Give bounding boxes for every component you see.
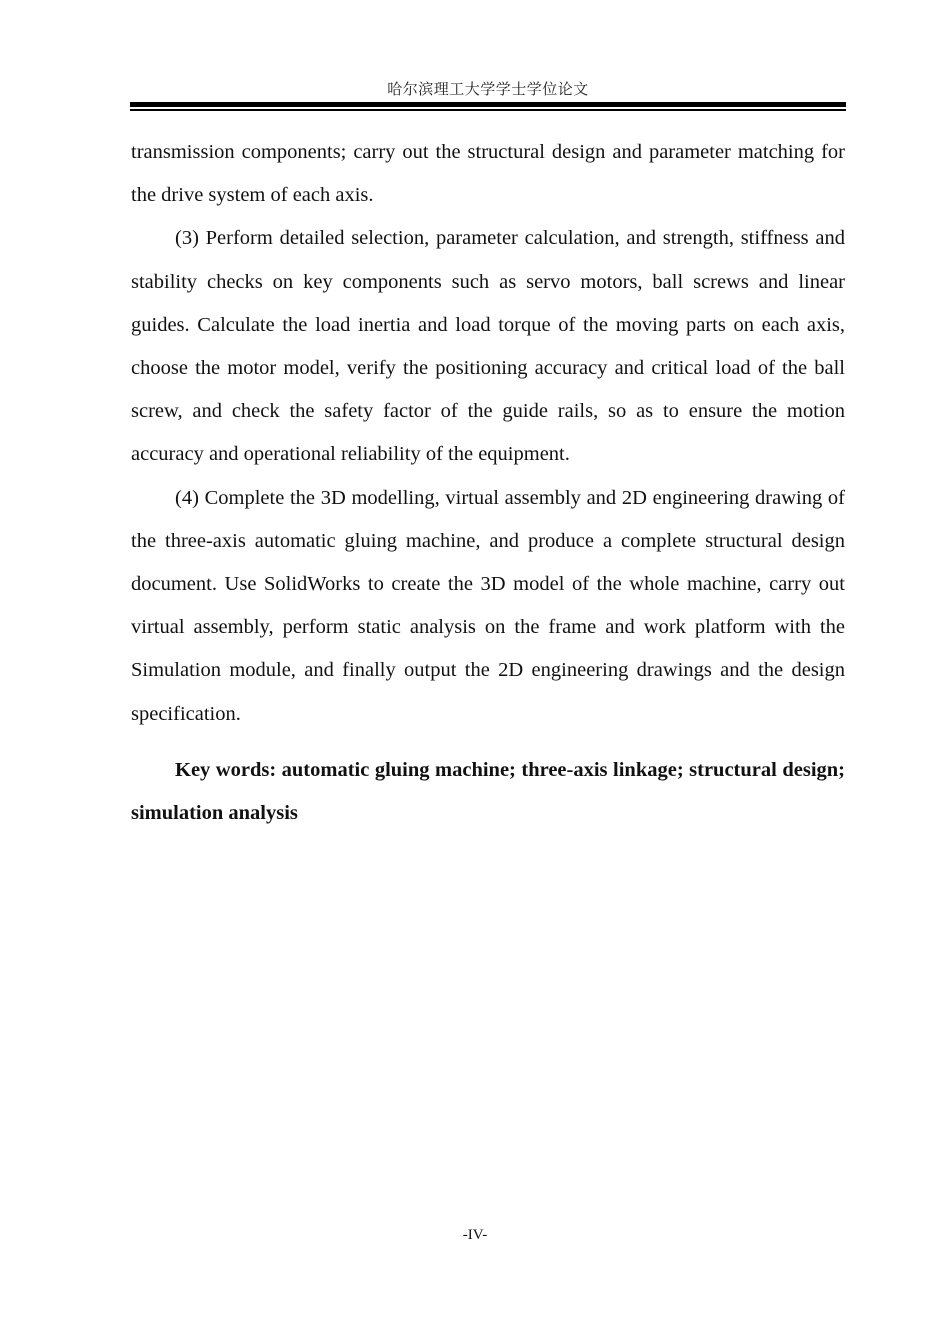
paragraph-item-4: (4) Complete the 3D modelling, virtual assembly and 2D engineering drawing of the three-axis automatic gluing machine, and produce a complete structural design document. Use SolidWorks to create the 3D model of the whole machine, carry out virtual assembly, perform static analysis on the frame and work platform with the Simulation module, and finally output the 2D engineering drawings and the design specification. (131, 486, 845, 725)
paragraph-item-3: (3) Perform detailed selection, parameter calculation, and strength, stiffness and stability checks on key components such as servo motors, ball screws and linear guides. Calculate the load inertia and load torque of the moving parts on each axis, choose the motor model, verify the positioning accuracy and critical load of the ball screw, and check the safety factor of the guide rails, so as to ensure the motion accuracy and operational reliability of the equipment. (131, 227, 845, 466)
page-number: -IV- (462, 1227, 488, 1243)
page-body (131, 131, 845, 835)
keywords: Key words: automatic gluing machine; three-axis linkage; structural design; simulation analysis (131, 758, 845, 825)
header-rule-thick (130, 102, 846, 107)
header-rule-thin (130, 109, 846, 111)
page-header: 哈尔滨理工大学学士学位论文 (387, 82, 589, 98)
paragraph-continued: transmission components; carry out the structural design and parameter matching for the drive system of each axis. (131, 141, 845, 207)
